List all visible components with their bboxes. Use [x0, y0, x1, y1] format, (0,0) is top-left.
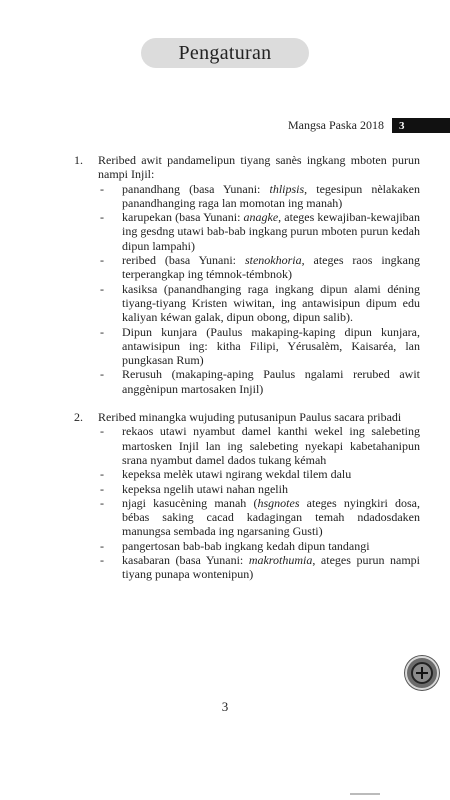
section-heading: Reribed awit pandamelipun tiyang sanès ingkang mboten purun nampi Injil:	[98, 153, 420, 182]
bullet-list	[98, 424, 420, 581]
list-item: - kasiksa (panandhanging raga ingkang dipun alami déning tiyang-tiyang Kristen wiwitan, ing antawisipun dipum edu kaliyan kéwan galak, dipun obong, dipun salib).	[100, 281, 420, 325]
list-item: - njagi kasucèning manah (hsgnotes ateges nyingkiri dosa, bébas saking cacad kadagingan temah ndadosdaken manungsa sembada ing ngarsaning Gusti)	[100, 495, 420, 539]
section-2	[74, 410, 420, 582]
list-item: - kasabaran (basa Yunani: makrothumia, ateges purun nampi tiyang punapa wontenipun)	[100, 553, 420, 582]
list-item: - reribed (basa Yunani: stenokhoria, ateges raos ingkang terperangkap ing témnok-témbnok)	[100, 253, 420, 282]
list-item: - panandhang (basa Yunani: thlipsis, tegesipun nèlakaken panandhanging raga lan momotan ing manah)	[100, 181, 420, 210]
list-item: - kepeksa ngelih utawi nahan ngelih	[100, 481, 288, 496]
section-number: 2.	[74, 410, 83, 425]
plus-circle-icon	[411, 662, 433, 684]
scroll-indicator	[350, 793, 380, 795]
list-item: - rekaos utawi nyambut damel kanthi wekel ing salebeting martosken Injil lan ing salebeting nyekapi kabetahanipun srana nyambut damel dados tukang kémah	[100, 424, 420, 467]
running-header	[288, 118, 450, 133]
zoom-in-button[interactable]	[405, 656, 439, 690]
list-item: - karupekan (basa Yunani: anagke, ateges kewajiban-kewajiban ing gesdng utawi bab-bab ingkang purun mboten purun kedah dipun lampahi)	[100, 210, 420, 253]
page-number: 3	[221, 699, 229, 714]
chapter-title-pill	[141, 38, 309, 68]
list-item: - Dipun kunjara (Paulus makaping-kaping dipun kunjara, antawisipun ing: kitha Filipi, Yérusalèm, Kaisaréa, lan pungkasan Rum)	[100, 324, 420, 368]
list-item: - Rerusuh (makaping-aping Paulus ngalami rerubed awit anggènipun martosaken Injil)	[100, 367, 420, 396]
bullet-list	[98, 182, 420, 396]
list-item: - kepeksa melèk utawi ngirang wekdal tilem dalu	[100, 467, 352, 482]
page-badge: 3	[392, 118, 450, 133]
document-body	[74, 153, 420, 596]
list-item: - pangertosan bab-bab ingkang kedah dipun tandangi	[100, 538, 370, 553]
section-1	[74, 153, 420, 396]
section-number: 1.	[74, 153, 83, 167]
section-heading: Reribed minangka wujuding putusanipun Paulus sacara pribadi	[98, 410, 402, 425]
edition-label: Mangsa Paska 2018	[288, 118, 384, 132]
chapter-title: Pengaturan	[178, 41, 272, 64]
